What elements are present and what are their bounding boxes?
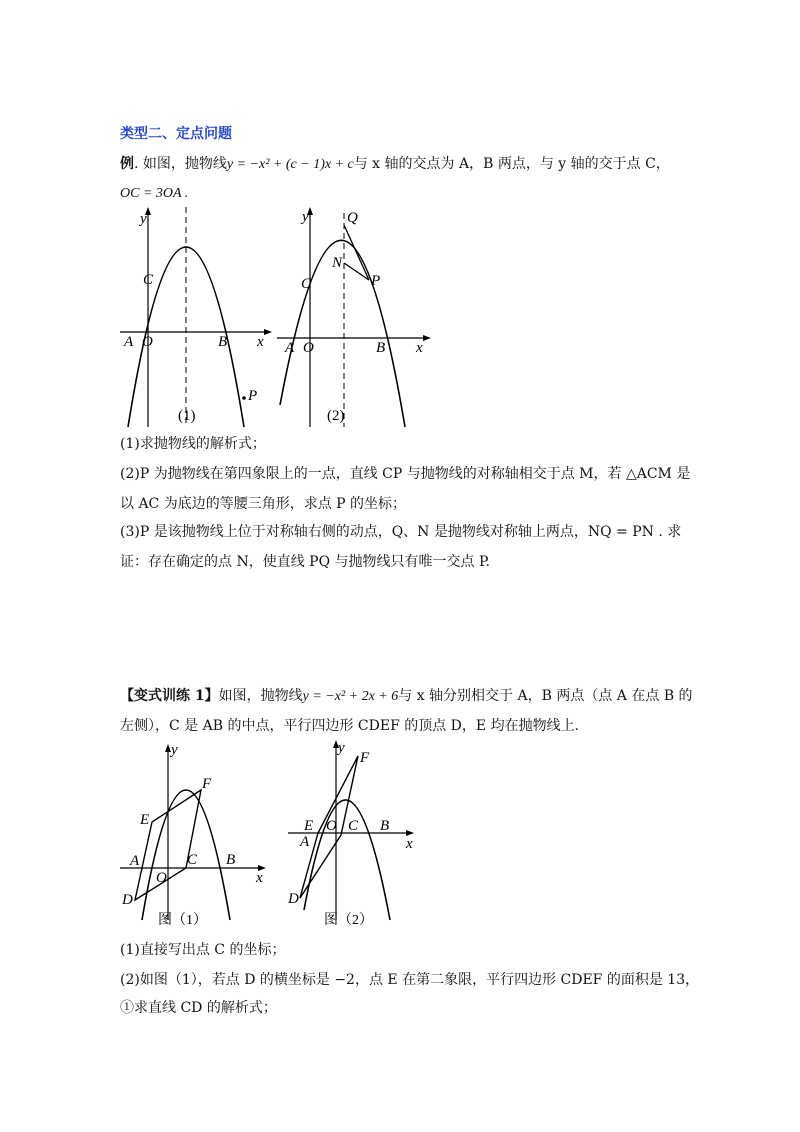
vfig1-label-a: A [130, 853, 140, 869]
fig1-caption: (1) [178, 408, 196, 424]
example-question-3-line2: 证：存在确定的点 N，使直线 PQ 与抛物线只有唯一交点 P. [120, 554, 490, 570]
fig1-label-o: O [142, 334, 153, 350]
vfig2-label-f: F [360, 750, 370, 766]
fig1-label-x: x [257, 334, 264, 350]
vfig1-label-c: C [187, 852, 198, 868]
variant-figure-2 [286, 740, 426, 930]
fig1-label-b: B [218, 334, 228, 350]
variant-formula: y = −x² + 2x + 6 [302, 689, 399, 704]
vfig2-label-b: B [380, 818, 390, 834]
fig2-caption: (2) [327, 408, 345, 424]
vfig1-label-f: F [202, 776, 212, 792]
fig2-label-c: C [301, 276, 312, 292]
vfig2-label-e: E [304, 818, 314, 834]
example-formula: y = −x² + (c − 1)x + c [226, 157, 354, 172]
variant-statement-line1 [120, 686, 693, 707]
variant-text-a: 如图，抛物线 [218, 688, 303, 704]
fig1-label-a: A [124, 334, 134, 350]
example-text-a: . 如图，抛物线 [134, 156, 227, 172]
example-question-1: (1)求抛物线的解析式； [120, 436, 266, 452]
example-text-b: 与 x 轴的交点为 A，B 两点，与 y 轴的交于点 C， [353, 156, 670, 172]
vfig1-label-d: D [122, 892, 133, 908]
example-label: 例 [120, 156, 134, 172]
fig1-label-p: P [248, 388, 258, 404]
vfig2-label-c: C [348, 818, 359, 834]
vfig2-label-a: A [300, 834, 310, 850]
fig2-label-y: y [302, 209, 309, 225]
vfig1-label-o: O [156, 870, 167, 886]
vfig2-caption: 图（2） [324, 913, 373, 928]
fig2-label-b: B [376, 340, 386, 356]
variant-figure-1 [118, 740, 278, 930]
variant-question-2-sub: ①求直线 CD 的解析式； [120, 1000, 277, 1016]
example-statement-line2: OC = 3OA . [120, 186, 189, 201]
variant-question-2: (2)如图（1），若点 D 的横坐标是 −2，点 E 在第二象限，平行四边形 CDEF 的面积是 13， [120, 972, 700, 988]
fig2-label-q: Q [347, 210, 358, 226]
variant-label: 【变式训练 1】 [120, 688, 219, 704]
vfig1-label-b: B [226, 852, 236, 868]
vfig1-label-e: E [140, 812, 150, 828]
variant-statement-line2: 左侧），C 是 AB 的中点，平行四边形 CDEF 的顶点 D，E 均在抛物线上. [120, 718, 580, 734]
vfig2-label-o: O [326, 818, 337, 834]
vfig2-label-y: y [338, 740, 345, 756]
fig1-label-y: y [140, 211, 147, 227]
fig2-label-n: N [332, 255, 343, 271]
vfig1-caption: 图（1） [158, 913, 207, 928]
example-question-3-line1: (3)P 是该抛物线上位于对称轴右侧的动点，Q、N 是抛物线对称轴上两点，NQ = PN . 求 [120, 524, 682, 540]
fig2-label-x: x [416, 340, 423, 356]
example-question-2-line2: 以 AC 为底边的等腰三角形，求点 P 的坐标； [120, 496, 407, 512]
vfig2-label-x: x [406, 836, 413, 852]
example-figure-1 [118, 205, 278, 430]
section-heading: 类型二、定点问题 [120, 126, 232, 142]
example-question-2-line1: (2)P 为抛物线在第四象限上的一点，直线 CP 与抛物线的对称轴相交于点 M，若 △ACM 是 [120, 466, 691, 482]
vfig2-label-d: D [288, 891, 299, 907]
variant-text-b: 与 x 轴分别相交于 A，B 两点（点 A 在点 B 的 [398, 688, 693, 704]
fig2-label-p: P [371, 273, 381, 289]
example-figure-2 [275, 205, 435, 430]
vfig1-label-y: y [171, 742, 178, 758]
example-statement-line1 [120, 154, 682, 175]
variant-question-1: (1)直接写出点 C 的坐标； [120, 942, 286, 958]
vfig1-label-x: x [256, 870, 263, 886]
fig1-label-c: C [143, 272, 154, 288]
fig2-label-o: O [303, 340, 314, 356]
fig2-label-a: A [285, 340, 295, 356]
